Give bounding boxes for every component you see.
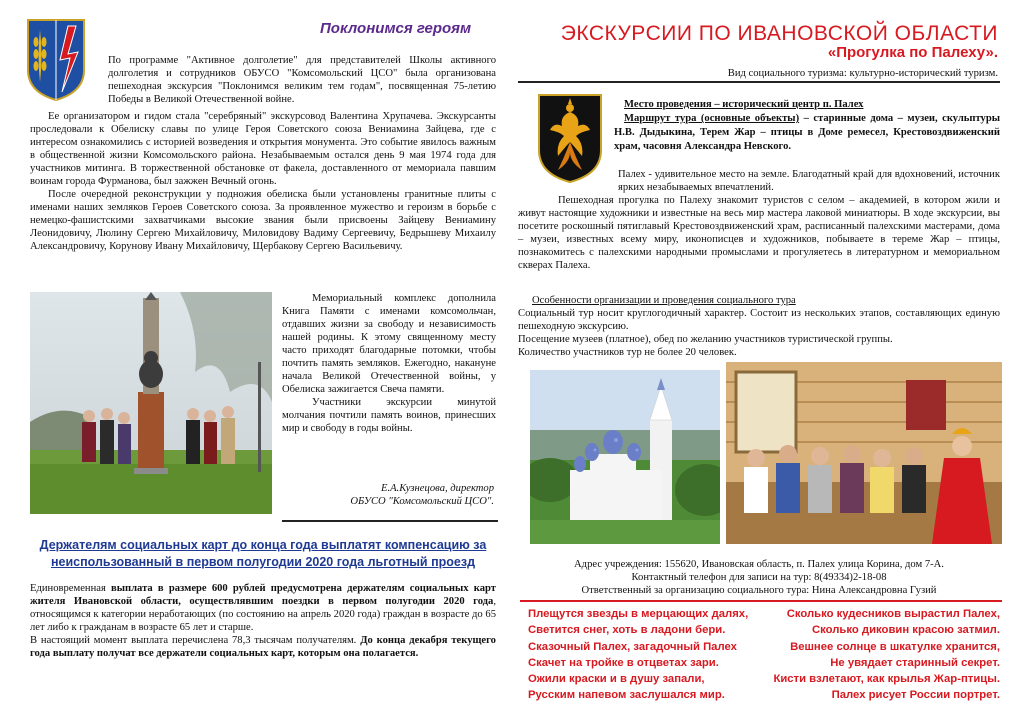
poem-line: Не увядает старинный секрет.	[830, 656, 1000, 669]
route-label: Маршрут тура (основные объекты)	[624, 113, 800, 124]
poem-line: Сколько кудесников вырастил Палех,	[786, 608, 1000, 620]
signature-name: Е.А.Кузнецова, директор	[380, 483, 494, 494]
organization-line: Посещение музеев (платное), обед по желанию участников туристической группы.	[518, 334, 893, 345]
cards-text: Единовременная	[30, 583, 112, 594]
cards-paragraph	[30, 634, 496, 660]
komsomolsk-coat-of-arms-icon	[24, 16, 88, 102]
route-text: – старинные дома – музеи, скульптуры Н.В. Дыдыкина, Терем Жар – птицы в Доме ремесел, Крестовоздвиженский храм, часовня Александра Невского.	[614, 113, 1000, 152]
poem-line: Вешнее солнце в шкатулке хранится,	[790, 640, 1000, 653]
poem-row	[528, 639, 1000, 655]
palekh-poem	[528, 606, 1000, 704]
intro-paragraph	[108, 54, 496, 106]
article-paragraph: После очередной реконструкции у подножия обелиска были установлены гранитные плиты с именами наших земляков Героев Советского союза. За проявленное мужество и героизм в борьбе с немецко-фашистскими захватчиками высокие звания были присвоены Зайцеву Вениамину Леонидовичу, Люлину Сергею Михайловичу, Миловидову Вадиму Сергеевичу, Бедрышеву Михаилу Александровичу, Корунову Ивану Михайловичу, Щербакову Сергею Васильевичу.	[30, 189, 496, 252]
route-block	[614, 98, 1000, 154]
poem-line: Кисти взлетают, как крылья Жар-птицы.	[773, 673, 1000, 686]
description-paragraph: Палех - удивительное место на земле. Благодатный край для вдохновений, источник ярких незабываемых впечатлений.	[618, 169, 1000, 193]
divider	[518, 81, 1000, 83]
memorial-text	[282, 292, 496, 435]
memorial-paragraph: Мемориальный комплекс дополнила Книга Памяти с именами комсомольчан, отдавших жизни за свободу и независимость нашей родины. К этому священному месту часто приходят благодарные потомки, чтобы почтить память земляков. Ежегодно, накануне начала Великой Отечественной войны, у Обелиска зажигается Свеча памяти.	[282, 293, 496, 395]
organization-title-text: Особенности организации и проведения социального тура	[532, 295, 796, 306]
place-of-tour	[614, 98, 1000, 112]
poem-line: Плещутся звезды в мерцающих далях,	[528, 608, 749, 620]
organization-title	[518, 294, 1000, 307]
poem-row	[528, 622, 1000, 638]
social-cards-headline: Держателям социальных карт до конца года выплатят компенсацию за неиспользованный в первом полугодии 2020 года льготный проезд	[39, 538, 487, 569]
place-label: Место проведения – исторический центр п. Палех	[624, 99, 864, 110]
poem-line: Скачет на тройке в отцветах зари.	[528, 656, 719, 669]
poem-row	[528, 655, 1000, 671]
description-paragraph: Пешеходная прогулка по Палеху знакомит туристов с селом – академией, в котором жили и живут настоящие художники и известные на весь мир мастера лаковой миниатюры. В ходе экскурсии, вы посетите роскошный пятиглавый Крестовоздвиженский храм, расписанный палехскими мастерами, дома – музеи, известных всему миру, иконописцев и художников, побываете в тереме Жар – птицы, познакомитесь с палехскими народными промыслами и прогуляетесь в литературном и мемориальном скверах Палеха.	[518, 195, 1000, 271]
poem-line: Русским напевом заслушался мир.	[528, 689, 725, 702]
article-paragraph: Ее организатором и гидом стала "серебряный" экскурсовод Валентина Хрупачева. Экскурсанты проследовали к Обелиску славы по улице Героя Советского союза Вениамина Зайцева, где с интересом ознакомились с историей возведения и открытия монумента. Это событие явилось важным в общественной жизни Комсомольского района. Незабываемым остался день 9 мая 1974 года для участников митинга. В торжественной обстановке от факела, доставленного от мемориала павшим воинам города Фурманова, был зажжен Вечный огонь.	[30, 111, 496, 187]
signature	[282, 482, 494, 508]
poem-divider	[520, 600, 1002, 602]
poem-line: Сказочный Палех, загадочный Палех	[528, 640, 737, 653]
church-photo	[530, 370, 720, 544]
memorial-photo	[30, 292, 272, 514]
tour-route	[614, 112, 1000, 154]
poem-row	[528, 671, 1000, 687]
poem-row	[528, 606, 1000, 622]
cards-text: В настоящий момент выплата перечислена 78,3 тысячам получателям.	[30, 635, 361, 646]
cards-text: , относящимся к категории неработающих (по состоянию на апрель 2020 года) граждан в возрасте до 65 лет либо к гражданам в возрасте 65 лет и старше.	[30, 596, 496, 633]
signature-org: ОБУСО "Комсомольский ЦСО".	[350, 496, 494, 507]
cards-text-bold: выплата в размере 600 рублей предусмотрена держателям социальных карт жителя Ивановской области, осуществлявшим поездки в первом полугодии 2020 года	[30, 583, 496, 607]
cards-text-bold: До конца декабря текущего года выплату получат все держатели социальных карт, которым она полагается.	[30, 635, 496, 659]
responsible-person: Ответственный за организацию социального тура: Нина Александровна Гузий	[581, 585, 937, 596]
palekh-description	[518, 168, 1000, 272]
excursion-subtitle: «Прогулка по Палеху».	[827, 44, 998, 61]
address: Адрес учреждения: 155620, Ивановская область, п. Палех улица Корина, дом 7-А.	[574, 559, 944, 570]
article-body	[30, 110, 496, 253]
poem-line: Палех рисует России портрет.	[831, 689, 1000, 702]
tourism-type: Вид социального туризма: культурно-исторический туризм.	[727, 68, 998, 79]
intro-text: По программе "Активное долголетие" для представителей Школы активного долголетия и сотрудников ОБУСО "Комсомольский ЦСО" была организована пешеходная экскурсия "Поклонимся великим тем годам", посвященная 75-летию Победы в Великой Отечественной войне.	[108, 55, 496, 105]
organization-block	[518, 294, 1000, 359]
tour-group-photo	[726, 362, 1002, 544]
phone: Контактный телефон для записи на тур: 8(49334)2-18-08	[631, 572, 887, 583]
poem-line: Сколько диковин красою затмил.	[811, 624, 1000, 637]
contacts-block	[518, 558, 1000, 597]
divider	[282, 520, 498, 522]
excursions-title: ЭКСКУРСИИ ПО ИВАНОВСКОЙ ОБЛАСТИ	[560, 22, 998, 45]
social-cards-article	[30, 582, 496, 660]
organization-line: Социальный тур носит круглогодичный характер. Состоит из нескольких этапов, составляющих единую пешеходную экскурсию.	[518, 308, 1000, 332]
cards-paragraph	[30, 582, 496, 634]
section-title-heroes: Поклонимся героям	[320, 20, 472, 37]
organization-line: Количество участников тур не более 20 человек.	[518, 347, 737, 358]
poem-line: Ожили краски и в душу запали,	[528, 673, 705, 686]
poem-line: Светится снег, хоть в ладони бери.	[528, 624, 726, 637]
memorial-paragraph: Участники экскурсии минутой молчания почтили память воинов, принесших мир и свободу в годы войны.	[282, 397, 496, 434]
poem-row	[528, 687, 1000, 703]
